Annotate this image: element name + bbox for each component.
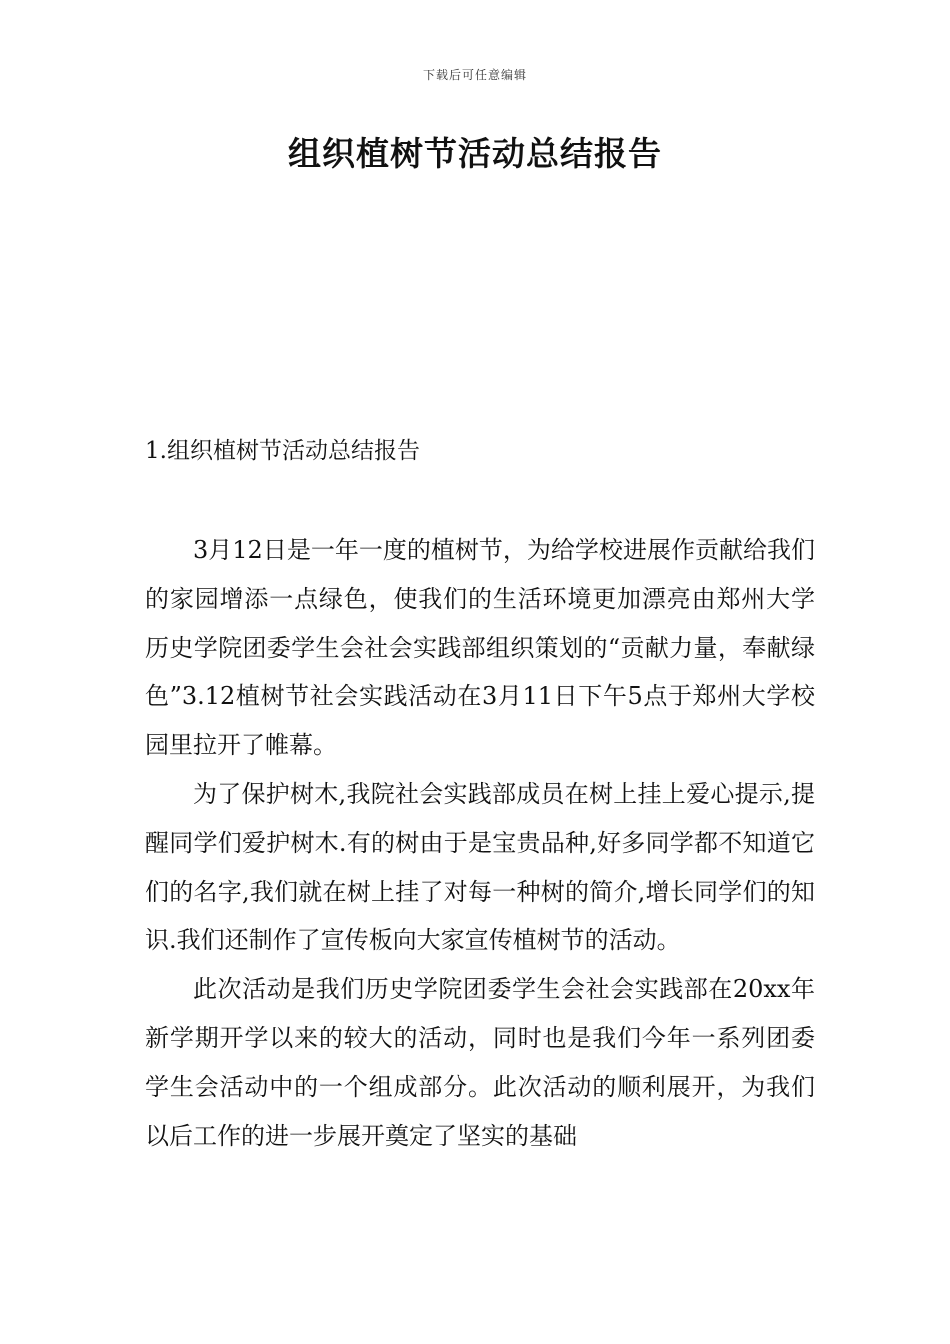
section-heading: 1.组织植树节活动总结报告 — [145, 438, 420, 464]
paragraph-3: 此次活动是我们历史学院团委学生会社会实践部在20xx年新学期开学以来的较大的活动，同时也是我们今年一系列团委学生会活动中的一个组成部分。此次活动的顺利展开，为我们以后工作的进一步展开奠定了坚实的基础 — [145, 975, 815, 1150]
paragraph-1: 3月12日是一年一度的植树节，为给学校进展作贡献给我们的家园增添一点绿色，使我们的生活环境更加漂亮由郑州大学历史学院团委学生会社会实践部组织策划的“贡献力量，奉献绿色”3.12植树节社会实践活动在3月11日下午5点于郑州大学校园里拉开了帷幕。 — [145, 536, 815, 760]
document-title: 组织植树节活动总结报告 — [288, 134, 662, 173]
header-note: 下载后可任意编辑 — [422, 68, 527, 82]
paragraph-2: 为了保护树木,我院社会实践部成员在树上挂上爱心提示,提醒同学们爱护树木.有的树由于是宝贵品种,好多同学都不知道它们的名字,我们就在树上挂了对每一种树的简介,增长同学们的知识.我们还制作了宣传板向大家宣传植树节的活动。 — [145, 779, 815, 955]
document-body — [145, 526, 815, 1160]
